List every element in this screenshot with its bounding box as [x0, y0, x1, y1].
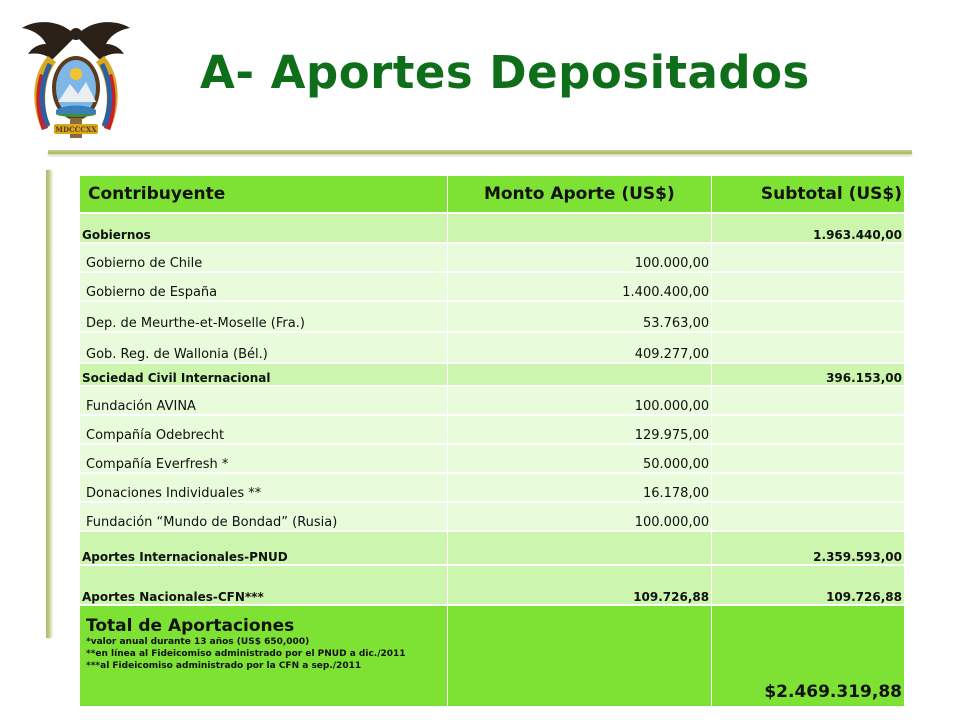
table-row [80, 416, 904, 445]
contributor-cell: Dep. de Meurthe-et-Moselle (Fra.) [80, 302, 448, 333]
subtotal-cell [712, 503, 904, 532]
total-label: Total de Aportaciones [86, 616, 295, 636]
subtotal-cell [712, 302, 904, 333]
contributor-cell: Aportes Nacionales-CFN*** [80, 566, 448, 606]
amount-cell [448, 532, 713, 566]
table-row [80, 273, 904, 302]
amount-cell [448, 364, 713, 387]
contributor-cell: Fundación “Mundo de Bondad” (Rusia) [80, 503, 448, 532]
subtotal-cell: 2.359.593,00 [712, 532, 904, 566]
table-row [80, 333, 904, 364]
subtotal-cell [712, 474, 904, 503]
subtotal-cell [712, 416, 904, 445]
contributor-cell: Gob. Reg. de Wallonia (Bél.) [80, 333, 448, 364]
group-row [80, 214, 904, 244]
contributor-cell: Gobierno de España [80, 273, 448, 302]
header-subtotal: Subtotal (US$) [712, 176, 904, 214]
subtotal-cell [712, 333, 904, 364]
total-amount-cell [448, 606, 713, 706]
table-row [80, 387, 904, 416]
table-row [80, 244, 904, 273]
table-row [80, 445, 904, 474]
subtotal-cell: 1.963.440,00 [712, 214, 904, 244]
contributor-cell: Compañía Everfresh * [80, 445, 448, 474]
amount-cell [448, 214, 713, 244]
amount-cell: 100.000,00 [448, 244, 713, 273]
footnote-1: *valor anual durante 13 años (US$ 650,000) [86, 637, 310, 647]
group-row [80, 566, 904, 606]
page-title: A- Aportes Depositados [200, 46, 810, 99]
group-row [80, 532, 904, 566]
contributor-cell: Sociedad Civil Internacional [80, 364, 448, 387]
amount-cell: 109.726,88 [448, 566, 713, 606]
amount-cell: 1.400.400,00 [448, 273, 713, 302]
contributor-cell: Gobiernos [80, 214, 448, 244]
table-body [80, 214, 904, 606]
subtotal-cell [712, 273, 904, 302]
contributor-cell: Donaciones Individuales ** [80, 474, 448, 503]
contributions-table [80, 176, 904, 706]
amount-cell: 50.000,00 [448, 445, 713, 474]
ecuador-coat-of-arms [20, 14, 132, 144]
contributor-cell: Compañía Odebrecht [80, 416, 448, 445]
amount-cell: 100.000,00 [448, 503, 713, 532]
contributor-cell: Aportes Internacionales-PNUD [80, 532, 448, 566]
subtotal-cell [712, 445, 904, 474]
amount-cell: 53.763,00 [448, 302, 713, 333]
amount-cell: 100.000,00 [448, 387, 713, 416]
table-header-row [80, 176, 904, 214]
header-amount: Monto Aporte (US$) [448, 176, 713, 214]
header-contributor: Contribuyente [80, 176, 448, 214]
contributor-cell: Gobierno de Chile [80, 244, 448, 273]
subtotal-cell [712, 244, 904, 273]
seal-ribbon-text: MDCCCXX [55, 125, 97, 134]
table-row [80, 302, 904, 333]
subtotal-cell: 396.153,00 [712, 364, 904, 387]
vertical-divider [46, 170, 50, 638]
total-value: $2.469.319,88 [712, 606, 904, 706]
contributor-cell: Fundación AVINA [80, 387, 448, 416]
amount-cell: 16.178,00 [448, 474, 713, 503]
total-row [80, 606, 904, 706]
subtotal-cell: 109.726,88 [712, 566, 904, 606]
table-row [80, 503, 904, 532]
footnote-3: ***al Fideicomiso administrado por la CFN a sep./2011 [86, 661, 362, 671]
footnote-2: **en línea al Fideicomiso administrado por el PNUD a dic./2011 [86, 649, 406, 659]
amount-cell: 129.975,00 [448, 416, 713, 445]
group-row [80, 364, 904, 387]
horizontal-divider [48, 150, 912, 154]
table-row [80, 474, 904, 503]
amount-cell: 409.277,00 [448, 333, 713, 364]
subtotal-cell [712, 387, 904, 416]
